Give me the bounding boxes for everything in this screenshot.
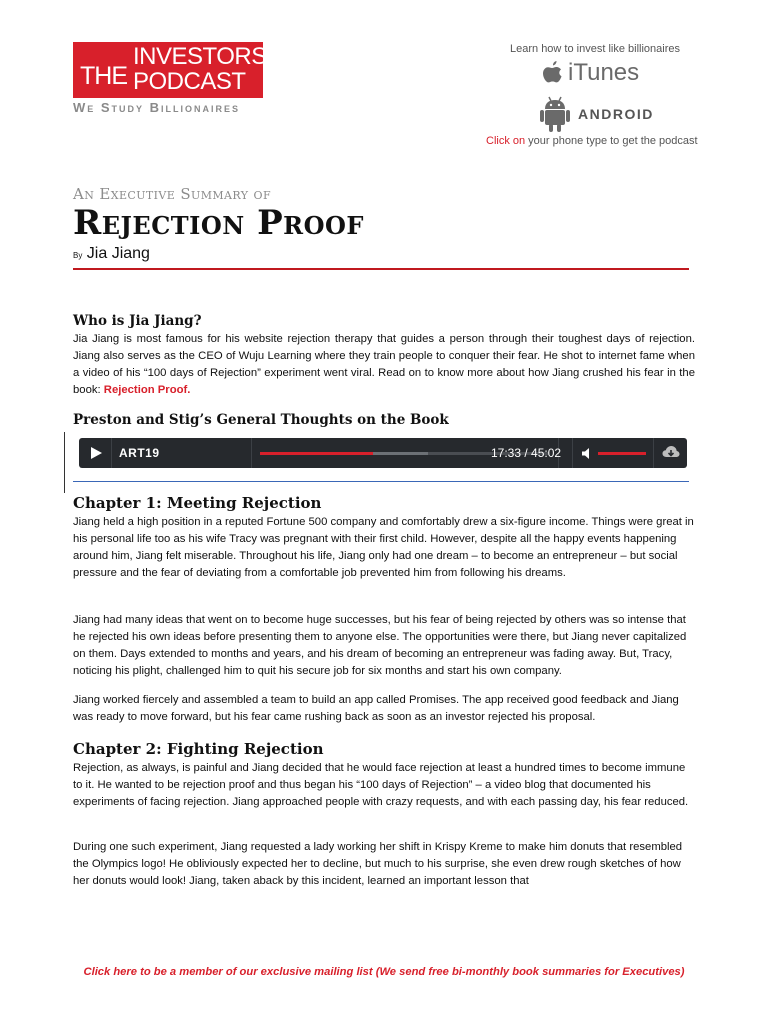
- chapter2-heading: Chapter 2: Fighting Rejection: [73, 740, 324, 758]
- author-name: Jia Jiang: [86, 245, 150, 262]
- play-icon[interactable]: [91, 447, 102, 459]
- itunes-link[interactable]: [540, 58, 639, 88]
- mailing-list-link[interactable]: Click here to be a member of our exclusive mailing list (We send free bi-monthly book summaries for Executives): [83, 966, 685, 978]
- chapter2-paragraph-2: During one such experiment, Jiang requested a lady working her shift in Krispy Kreme to make him donuts that resembled the Olympics logo! He obliviously expected her to decline, but much to his surprise, she even drew rough sketches of how her donuts would look! Jiang, taken aback by this incident, learned an important lesson that: [73, 841, 683, 887]
- volume-icon[interactable]: [582, 448, 594, 459]
- art19-text: ART19: [119, 446, 160, 460]
- volume-slider[interactable]: [598, 452, 646, 455]
- audio-player[interactable]: [79, 438, 687, 468]
- byline: [73, 245, 150, 263]
- who-heading: Who is Jia Jiang?: [73, 313, 202, 329]
- played-bar: [260, 452, 373, 455]
- summary-subtitle: An Executive Summary of: [73, 185, 271, 203]
- rejection-proof-link[interactable]: Rejection Proof.: [103, 384, 191, 396]
- podcast-promo: [484, 40, 708, 152]
- chapter1-paragraph-2: Jiang had many ideas that went on to become huge successes, but his fear of being rejected by others was so intense that he rejected his own ideas before presenting them to anyone else. The opportunities were there, but Jiang never capitalized on them. Days extended to months and years, and his dream of becoming an entrepreneur was fading away. But, Tracy, noticing his plight, challenged him to quit his secure job for six months and start his own company.: [73, 614, 687, 677]
- text-cursor: [64, 432, 65, 493]
- player-separator: [251, 438, 252, 468]
- player-separator: [111, 438, 112, 468]
- who-body: Jia Jiang is most famous for his website rejection therapy that guides a person through their toughest days of rejection. Jiang also serves as the CEO of Wuju Learning where they train people to conquer their fear. He shot to internet fame when a video of his “100 days of Rejection” experiment went viral. Read on to know more about how Jiang crushed his fear in the book:: [73, 333, 695, 396]
- buffer-bar: [373, 452, 428, 455]
- art19-logo[interactable]: [119, 446, 160, 460]
- logo-word-the: THE: [80, 62, 127, 90]
- chapter1-paragraph-3: Jiang worked fiercely and assembled a team to build an app called Promises. The app received good feedback and Jiang was ready to move forward, but his fear came rushing back as soon as an investor rejected his proposal.: [73, 694, 679, 723]
- chapter1-heading: Chapter 1: Meeting Rejection: [73, 494, 322, 512]
- logo-word-podcast: PODCAST: [133, 68, 246, 95]
- player-separator: [572, 438, 573, 468]
- promo-instruction: [486, 135, 698, 147]
- chapter1-paragraph-1: Jiang held a high position in a reputed Fortune 500 company and comfortably drew a six-figure income. Things were great in his personal life too as his wife Tracy was pregnant with their first child. However, despite all the happy events happening around him, Jiang felt miserable. Throughout his life, Jiang only had one dream – to become an entrepreneur – but social pressure and the fear of deviating from a comfortable job prevented him from following his dreams.: [73, 516, 694, 579]
- player-divider: [73, 481, 689, 482]
- logo-word-investors: INVESTORS: [133, 43, 267, 70]
- chapter2-paragraph-1: Rejection, as always, is painful and Jiang decided that he would face rejection at least a hundred times to become immune to it. He wanted to be rejection proof and thus began his “100 days of Rejection” – a video blog that documented his experiments of facing rejection. Jiang approached people with crazy requests, and with each passing day, his fear reduced.: [73, 762, 689, 808]
- promo-click-rest: your phone type to get the podcast: [525, 135, 698, 147]
- player-separator: [653, 438, 654, 468]
- brand-logo[interactable]: [73, 42, 265, 118]
- logo-tagline: We Study Billionaires: [73, 100, 241, 115]
- apple-icon: [540, 59, 564, 87]
- time-readout: 17:33 / 45:02: [491, 446, 562, 460]
- book-title: Rejection Proof: [73, 203, 364, 243]
- android-link[interactable]: [540, 94, 654, 134]
- title-divider: [73, 268, 689, 270]
- thoughts-heading: Preston and Stig’s General Thoughts on the Book: [73, 412, 449, 428]
- promo-headline: Learn how to invest like billionaires: [510, 43, 680, 55]
- download-icon[interactable]: [662, 445, 680, 461]
- promo-click-word: Click on: [486, 135, 526, 147]
- who-paragraph: [73, 331, 695, 399]
- itunes-label: iTunes: [568, 59, 640, 86]
- android-label: ANDROID: [578, 106, 654, 122]
- android-icon: [540, 95, 570, 133]
- byline-by: By: [73, 251, 83, 260]
